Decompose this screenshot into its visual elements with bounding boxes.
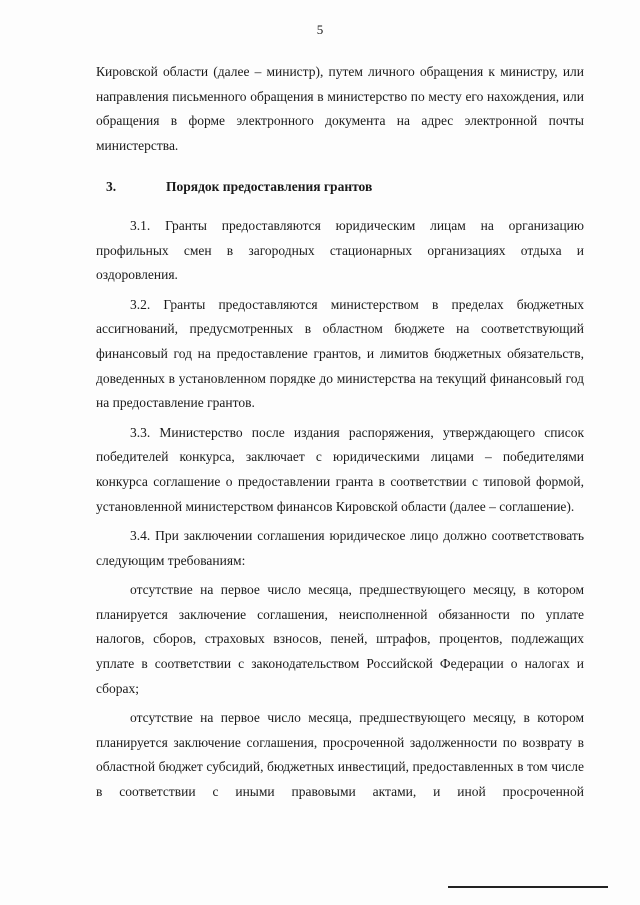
paragraph-3-3: 3.3. Министерство после издания распоряжения, утверждающего список победителей конкурса, заключает с юридическими лицами – победителями конкурса соглашение о предоставлении гранта в соответствии с типовой формой, установленной министерством финансов Кировской области (далее – соглашение). bbox=[96, 424, 584, 514]
document-body bbox=[96, 60, 584, 805]
section-heading bbox=[96, 175, 584, 200]
footer-rule bbox=[448, 886, 608, 888]
section-title: Порядок предоставления грантов bbox=[166, 179, 373, 195]
page-number: 5 bbox=[316, 22, 324, 37]
requirement-budget-debt: отсутствие на первое число месяца, предшествующего месяцу, в котором планируется заключение соглашения, просроченной задолженности по возврату в областной бюджет субсидий, бюджетных инвестиций, предоставленных в том числе в соответствии с иными правовыми актами, и иной просроченной bbox=[96, 710, 584, 800]
paragraph-3-1: 3.1. Гранты предоставляются юридическим лицам на организацию профильных смен в загородных стационарных организациях отдыха и оздоровления. bbox=[96, 217, 584, 283]
section-number: 3. bbox=[106, 179, 117, 195]
paragraph-3-4: 3.4. При заключении соглашения юридическое лицо должно соответствовать следующим требованиям: bbox=[96, 528, 584, 568]
requirement-taxes: отсутствие на первое число месяца, предшествующего месяцу, в котором планируется заключение соглашения, неисполненной обязанности по уплате налогов, сборов, страховых взносов, пеней, штрафов, процентов, подлежащих уплате в соответствии с законодательством Российской Федерации о налогах и сборах; bbox=[96, 582, 584, 696]
paragraph-3-2: 3.2. Гранты предоставляются министерством в пределах бюджетных ассигнований, предусмотренных в областном бюджете на соответствующий финансовый год на предоставление грантов, и лимитов бюджетных обязательств, доведенных в установленном порядке до министерства на текущий финансовый год на предоставление грантов. bbox=[96, 296, 584, 411]
intro-paragraph: Кировской области (далее – министр), путем личного обращения к министру, или направления письменного обращения в министерство по месту его нахождения, или обращения в форме электронного документа на адрес электронной почты министерства. bbox=[96, 64, 584, 153]
